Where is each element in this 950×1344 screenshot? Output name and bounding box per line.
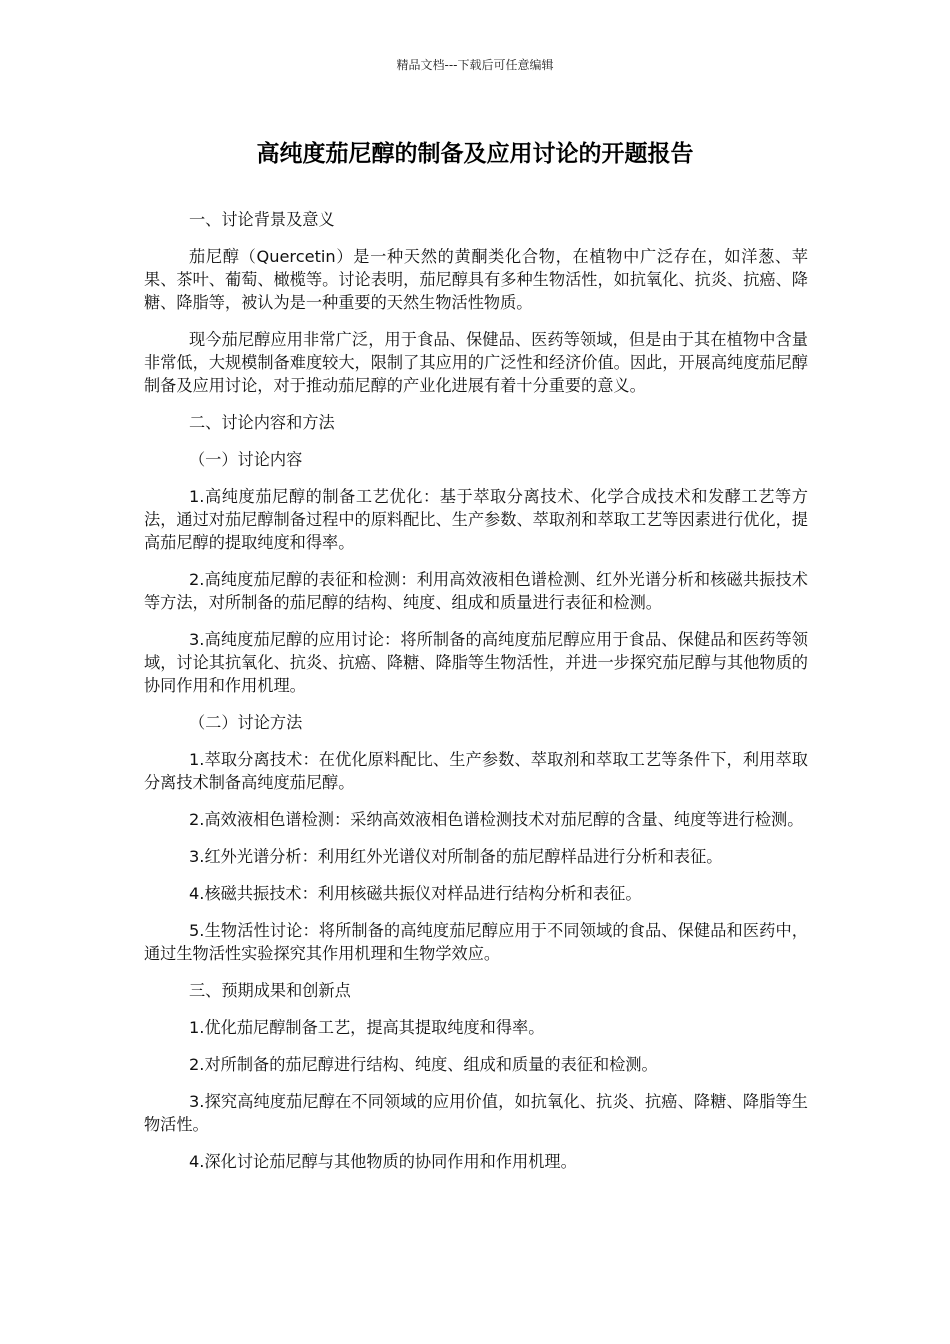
method-item-5: 5.生物活性讨论：将所制备的高纯度茄尼醇应用于不同领域的食品、保健品和医药中，通过生物活性实验探究其作用机理和生物学效应。 — [144, 921, 808, 963]
page-header: 精品文档---下载后可任意编辑 — [396, 58, 554, 72]
method-item-4: 4.核磁共振技术：利用核磁共振仪对样品进行结构分析和表征。 — [189, 884, 642, 903]
subsection-heading-content: （一）讨论内容 — [189, 450, 303, 469]
outcome-item-3: 3.探究高纯度茄尼醇在不同领域的应用价值，如抗氧化、抗炎、抗癌、降糖、降脂等生物活性。 — [144, 1092, 808, 1134]
subsection-heading-methods: （二）讨论方法 — [189, 713, 303, 732]
content-item-3: 3.高纯度茄尼醇的应用讨论：将所制备的高纯度茄尼醇应用于食品、保健品和医药等领域，讨论其抗氧化、抗炎、抗癌、降糖、降脂等生物活性，并进一步探究茄尼醇与其他物质的协同作用和作用机理。 — [144, 630, 808, 695]
document-title: 高纯度茄尼醇的制备及应用讨论的开题报告 — [256, 141, 694, 167]
paragraph-significance: 现今茄尼醇应用非常广泛，用于食品、保健品、医药等领域，但是由于其在植物中含量非常低，大规模制备难度较大，限制了其应用的广泛性和经济价值。因此，开展高纯度茄尼醇制备及应用讨论，对于推动茄尼醇的产业化进展有着十分重要的意义。 — [144, 330, 808, 395]
method-item-1: 1.萃取分离技术：在优化原料配比、生产参数、萃取剂和萃取工艺等条件下，利用萃取分离技术制备高纯度茄尼醇。 — [144, 750, 808, 792]
content-item-2: 2.高纯度茄尼醇的表征和检测：利用高效液相色谱检测、红外光谱分析和核磁共振技术等方法，对所制备的茄尼醇的结构、纯度、组成和质量进行表征和检测。 — [144, 570, 808, 612]
content-item-1: 1.高纯度茄尼醇的制备工艺优化：基于萃取分离技术、化学合成技术和发酵工艺等方法，通过对茄尼醇制备过程中的原料配比、生产参数、萃取剂和萃取工艺等因素进行优化，提高茄尼醇的提取纯度和得率。 — [144, 487, 808, 552]
outcome-item-1: 1.优化茄尼醇制备工艺，提高其提取纯度和得率。 — [189, 1018, 545, 1037]
document-body — [144, 208, 808, 1187]
section-heading-outcomes: 三、预期成果和创新点 — [189, 981, 351, 1000]
paragraph-intro: 茄尼醇（Quercetin）是一种天然的黄酮类化合物，在植物中广泛存在，如洋葱、苹果、茶叶、葡萄、橄榄等。讨论表明，茄尼醇具有多种生物活性，如抗氧化、抗炎、抗癌、降糖、降脂等，被认为是一种重要的天然生物活性物质。 — [144, 247, 808, 312]
method-item-3: 3.红外光谱分析：利用红外光谱仪对所制备的茄尼醇样品进行分析和表征。 — [189, 847, 723, 866]
outcome-item-2: 2.对所制备的茄尼醇进行结构、纯度、组成和质量的表征和检测。 — [189, 1055, 658, 1074]
outcome-item-4: 4.深化讨论茄尼醇与其他物质的协同作用和作用机理。 — [189, 1152, 577, 1171]
section-heading-background: 一、讨论背景及意义 — [189, 210, 335, 229]
section-heading-content-methods: 二、讨论内容和方法 — [189, 413, 335, 432]
method-item-2: 2.高效液相色谱检测：采纳高效液相色谱检测技术对茄尼醇的含量、纯度等进行检测。 — [189, 810, 804, 829]
